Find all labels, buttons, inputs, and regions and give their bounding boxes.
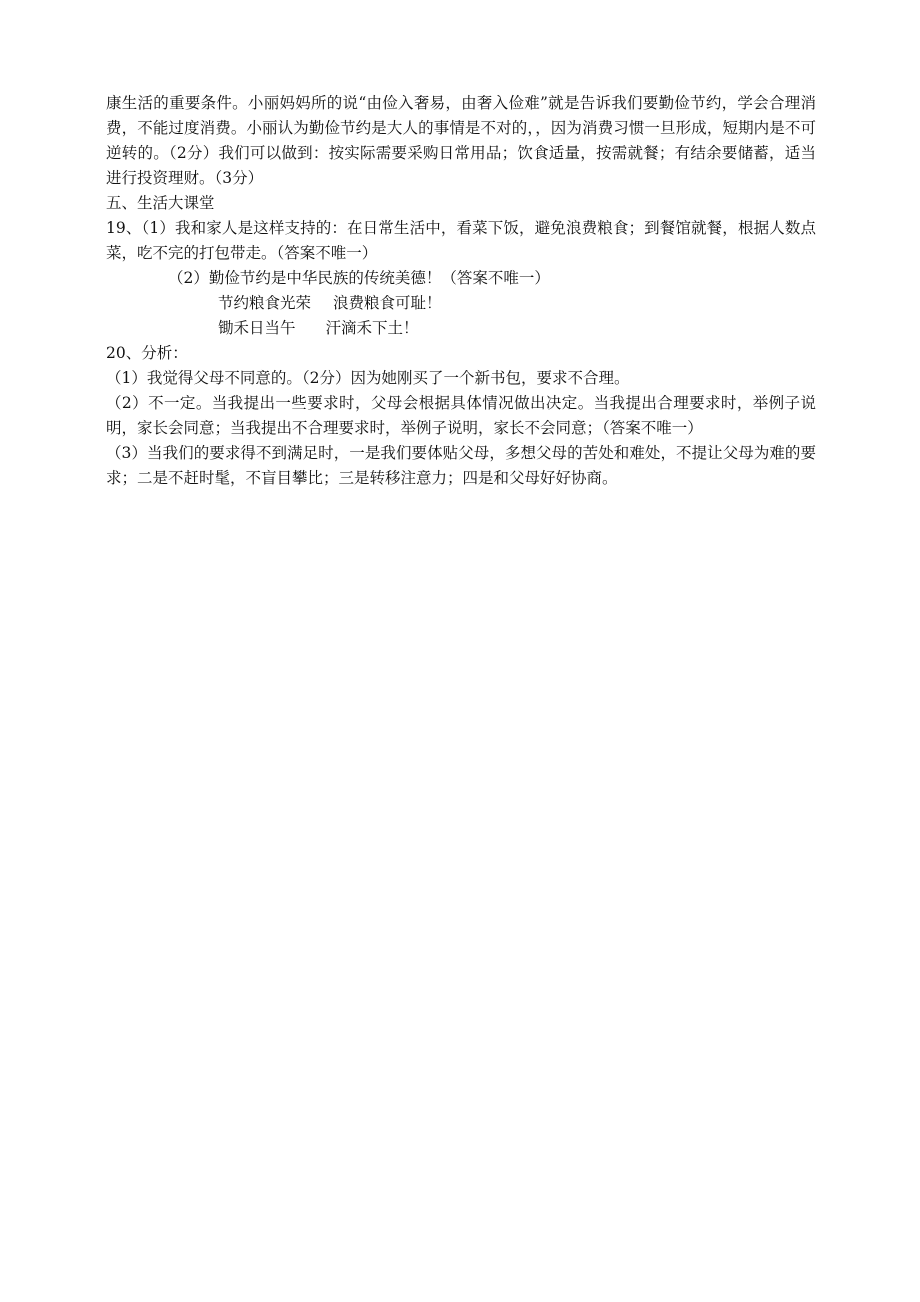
q19-part2: （2）勤俭节约是中华民族的传统美德！（答案不唯一） [168, 269, 550, 287]
q19-slogan-line1 [106, 291, 816, 316]
slogan1-second: 浪费粮食可耻！ [333, 294, 442, 312]
q20-part1: （1）我觉得父母不同意的。（2分）因为她刚买了一个新书包，要求不合理。 [106, 369, 630, 387]
slogan2-second: 汗滴禾下土！ [325, 319, 419, 337]
q19-slogan-line2 [106, 316, 816, 341]
slogan2-first: 锄禾日当午 [218, 319, 296, 337]
section-heading-5: 五、生活大课堂 [106, 194, 215, 212]
q19-part1: 19、（1）我和家人是这样支持的：在日常生活中，看菜下饭，避免浪费粮食；到餐馆就餐，根据人数点菜，吃不完的打包带走。（答案不唯一） [106, 219, 816, 262]
q20-heading: 20、分析： [106, 344, 188, 362]
intro-paragraph: 康生活的重要条件。小丽妈妈所的说“由俭入奢易，由奢入俭难”就是告诉我们要勤俭节约，学会合理消费，不能过度消费。小丽认为勤俭节约是大人的事情是不对的，，因为消费习惯一旦形成，短期内是不可逆转的。（2分）我们可以做到：按实际需要采购日常用品；饮食适量，按需就餐；有结余要储蓄，适当进行投资理财。（3分） [106, 94, 816, 187]
q20-part3: （3）当我们的要求得不到满足时，一是我们要体贴父母，多想父母的苦处和难处，不提让父母为难的要求；二是不赶时髦，不盲目攀比；三是转移注意力；四是和父母好好协商。 [106, 444, 816, 487]
answer-document [106, 91, 816, 491]
slogan1-first: 节约粮食光荣 [218, 294, 312, 312]
q20-part2: （2）不一定。当我提出一些要求时，父母会根据具体情况做出决定。当我提出合理要求时，举例子说明，家长会同意；当我提出不合理要求时，举例子说明，家长不会同意；（答案不唯一） [106, 394, 816, 437]
